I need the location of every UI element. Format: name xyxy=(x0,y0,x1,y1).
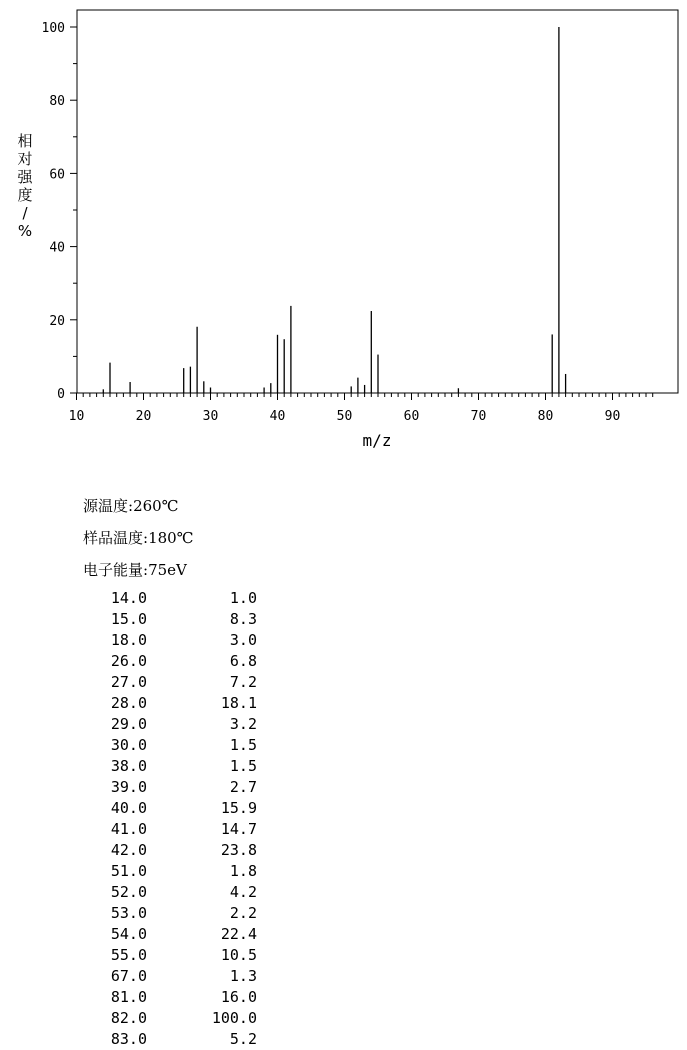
sample-temperature-value: 180℃ xyxy=(148,529,194,547)
peak-table-row xyxy=(83,903,257,924)
peak-intensity-value: 1.3 xyxy=(229,967,257,985)
peak-mz-value: 51.0 xyxy=(110,862,147,880)
peak-mz-value: 83.0 xyxy=(110,1030,147,1048)
peak-table-row xyxy=(83,861,257,882)
mass-spectrum-chart xyxy=(0,0,687,460)
sample-temperature xyxy=(83,527,193,548)
sample-temperature-label: 样品温度: xyxy=(83,529,149,547)
peak-mz-value: 15.0 xyxy=(110,610,147,628)
peak-mz-value: 27.0 xyxy=(110,673,147,691)
peak-table-row xyxy=(83,966,257,987)
peak-intensity-value: 16.0 xyxy=(220,988,257,1006)
peak-table-row xyxy=(83,987,257,1008)
peak-mz-value: 67.0 xyxy=(110,967,147,985)
peak-intensity-value: 14.7 xyxy=(220,820,257,838)
peak-intensity-value: 1.8 xyxy=(229,862,257,880)
peak-intensity-value: 23.8 xyxy=(220,841,257,859)
y-axis-label-char: % xyxy=(17,222,33,240)
peak-mz-value: 14.0 xyxy=(110,589,147,607)
y-axis-label-char: 对 xyxy=(17,150,33,168)
peak-mz-value: 39.0 xyxy=(110,778,147,796)
peak-table-row xyxy=(83,1008,257,1029)
y-axis-label-char: 相 xyxy=(17,132,33,150)
peak-table-row xyxy=(83,714,257,735)
peak-intensity-value: 5.2 xyxy=(229,1030,257,1048)
x-tick-label: 40 xyxy=(269,409,286,424)
x-tick-label: 60 xyxy=(403,409,420,424)
peak-mz-value: 40.0 xyxy=(110,799,147,817)
peak-table-row xyxy=(83,798,257,819)
peak-intensity-value: 18.1 xyxy=(220,694,257,712)
peak-mz-value: 26.0 xyxy=(110,652,147,670)
source-temperature-value: 260℃ xyxy=(133,497,179,515)
peak-mz-value: 52.0 xyxy=(110,883,147,901)
peak-table-row xyxy=(83,756,257,777)
peak-table-row xyxy=(83,630,257,651)
peak-mz-value: 18.0 xyxy=(110,631,147,649)
peak-intensity-value: 3.0 xyxy=(229,631,257,649)
source-temperature xyxy=(83,495,178,516)
peak-table-row xyxy=(83,588,257,609)
peak-table-row xyxy=(83,693,257,714)
peak-intensity-value: 1.0 xyxy=(229,589,257,607)
peak-mz-value: 30.0 xyxy=(110,736,147,754)
y-axis-label-char: 度 xyxy=(17,186,33,204)
peak-intensity-value: 8.3 xyxy=(229,610,257,628)
peak-table-row xyxy=(83,777,257,798)
electron-energy-value: 75eV xyxy=(148,561,187,579)
x-tick-label: 90 xyxy=(604,409,621,424)
peak-mz-value: 42.0 xyxy=(110,841,147,859)
peak-intensity-value: 4.2 xyxy=(229,883,257,901)
x-axis-label: m/z xyxy=(362,431,392,450)
peak-intensity-value: 1.5 xyxy=(229,757,257,775)
peak-table-row xyxy=(83,672,257,693)
peak-table-row xyxy=(83,735,257,756)
peak-mz-value: 29.0 xyxy=(110,715,147,733)
x-tick-label: 20 xyxy=(135,409,152,424)
y-axis-label-char: 强 xyxy=(17,168,33,186)
peak-intensity-value: 2.2 xyxy=(229,904,257,922)
peak-mz-value: 54.0 xyxy=(110,925,147,943)
y-tick-label: 0 xyxy=(57,387,65,402)
y-tick-label: 80 xyxy=(49,94,65,110)
y-tick-label: 60 xyxy=(49,167,65,183)
peak-intensity-value: 3.2 xyxy=(229,715,257,733)
peak-table-row xyxy=(83,819,257,840)
peak-intensity-value: 100.0 xyxy=(211,1009,257,1027)
peak-intensity-value: 7.2 xyxy=(229,673,257,691)
peak-table-row xyxy=(83,945,257,966)
y-tick-label: 20 xyxy=(49,313,65,329)
peak-mz-value: 81.0 xyxy=(110,988,147,1006)
peak-mz-value: 55.0 xyxy=(110,946,147,964)
y-axis-label xyxy=(17,132,33,240)
x-tick-label: 80 xyxy=(537,409,554,424)
peak-intensity-value: 2.7 xyxy=(229,778,257,796)
peak-intensity-value: 1.5 xyxy=(229,736,257,754)
electron-energy-label: 电子能量: xyxy=(83,561,149,579)
peak-table-row xyxy=(83,924,257,945)
electron-energy xyxy=(83,559,187,580)
plot-frame xyxy=(77,10,678,393)
peak-table-row xyxy=(83,882,257,903)
y-tick-label: 100 xyxy=(41,21,65,36)
y-tick-label: 40 xyxy=(49,240,65,256)
peak-table-row xyxy=(83,651,257,672)
peak-mz-value: 38.0 xyxy=(110,757,147,775)
peak-table-row xyxy=(83,840,257,861)
source-temperature-label: 源温度: xyxy=(83,497,134,515)
peak-intensity-value: 15.9 xyxy=(220,799,257,817)
peak-mz-value: 28.0 xyxy=(110,694,147,712)
x-tick-label: 30 xyxy=(202,409,219,424)
peak-intensity-value: 10.5 xyxy=(220,946,257,964)
peak-table-row xyxy=(83,609,257,630)
peak-intensity-value: 6.8 xyxy=(229,652,257,670)
peak-table xyxy=(83,588,257,1050)
x-tick-label: 10 xyxy=(68,409,85,424)
peak-table-row xyxy=(83,1029,257,1050)
y-axis-label-char: / xyxy=(22,204,28,222)
peak-intensity-value: 22.4 xyxy=(220,925,257,943)
peak-mz-value: 53.0 xyxy=(110,904,147,922)
x-tick-label: 70 xyxy=(470,409,487,424)
peak-mz-value: 41.0 xyxy=(110,820,147,838)
peak-mz-value: 82.0 xyxy=(110,1009,147,1027)
x-tick-label: 50 xyxy=(336,409,353,424)
